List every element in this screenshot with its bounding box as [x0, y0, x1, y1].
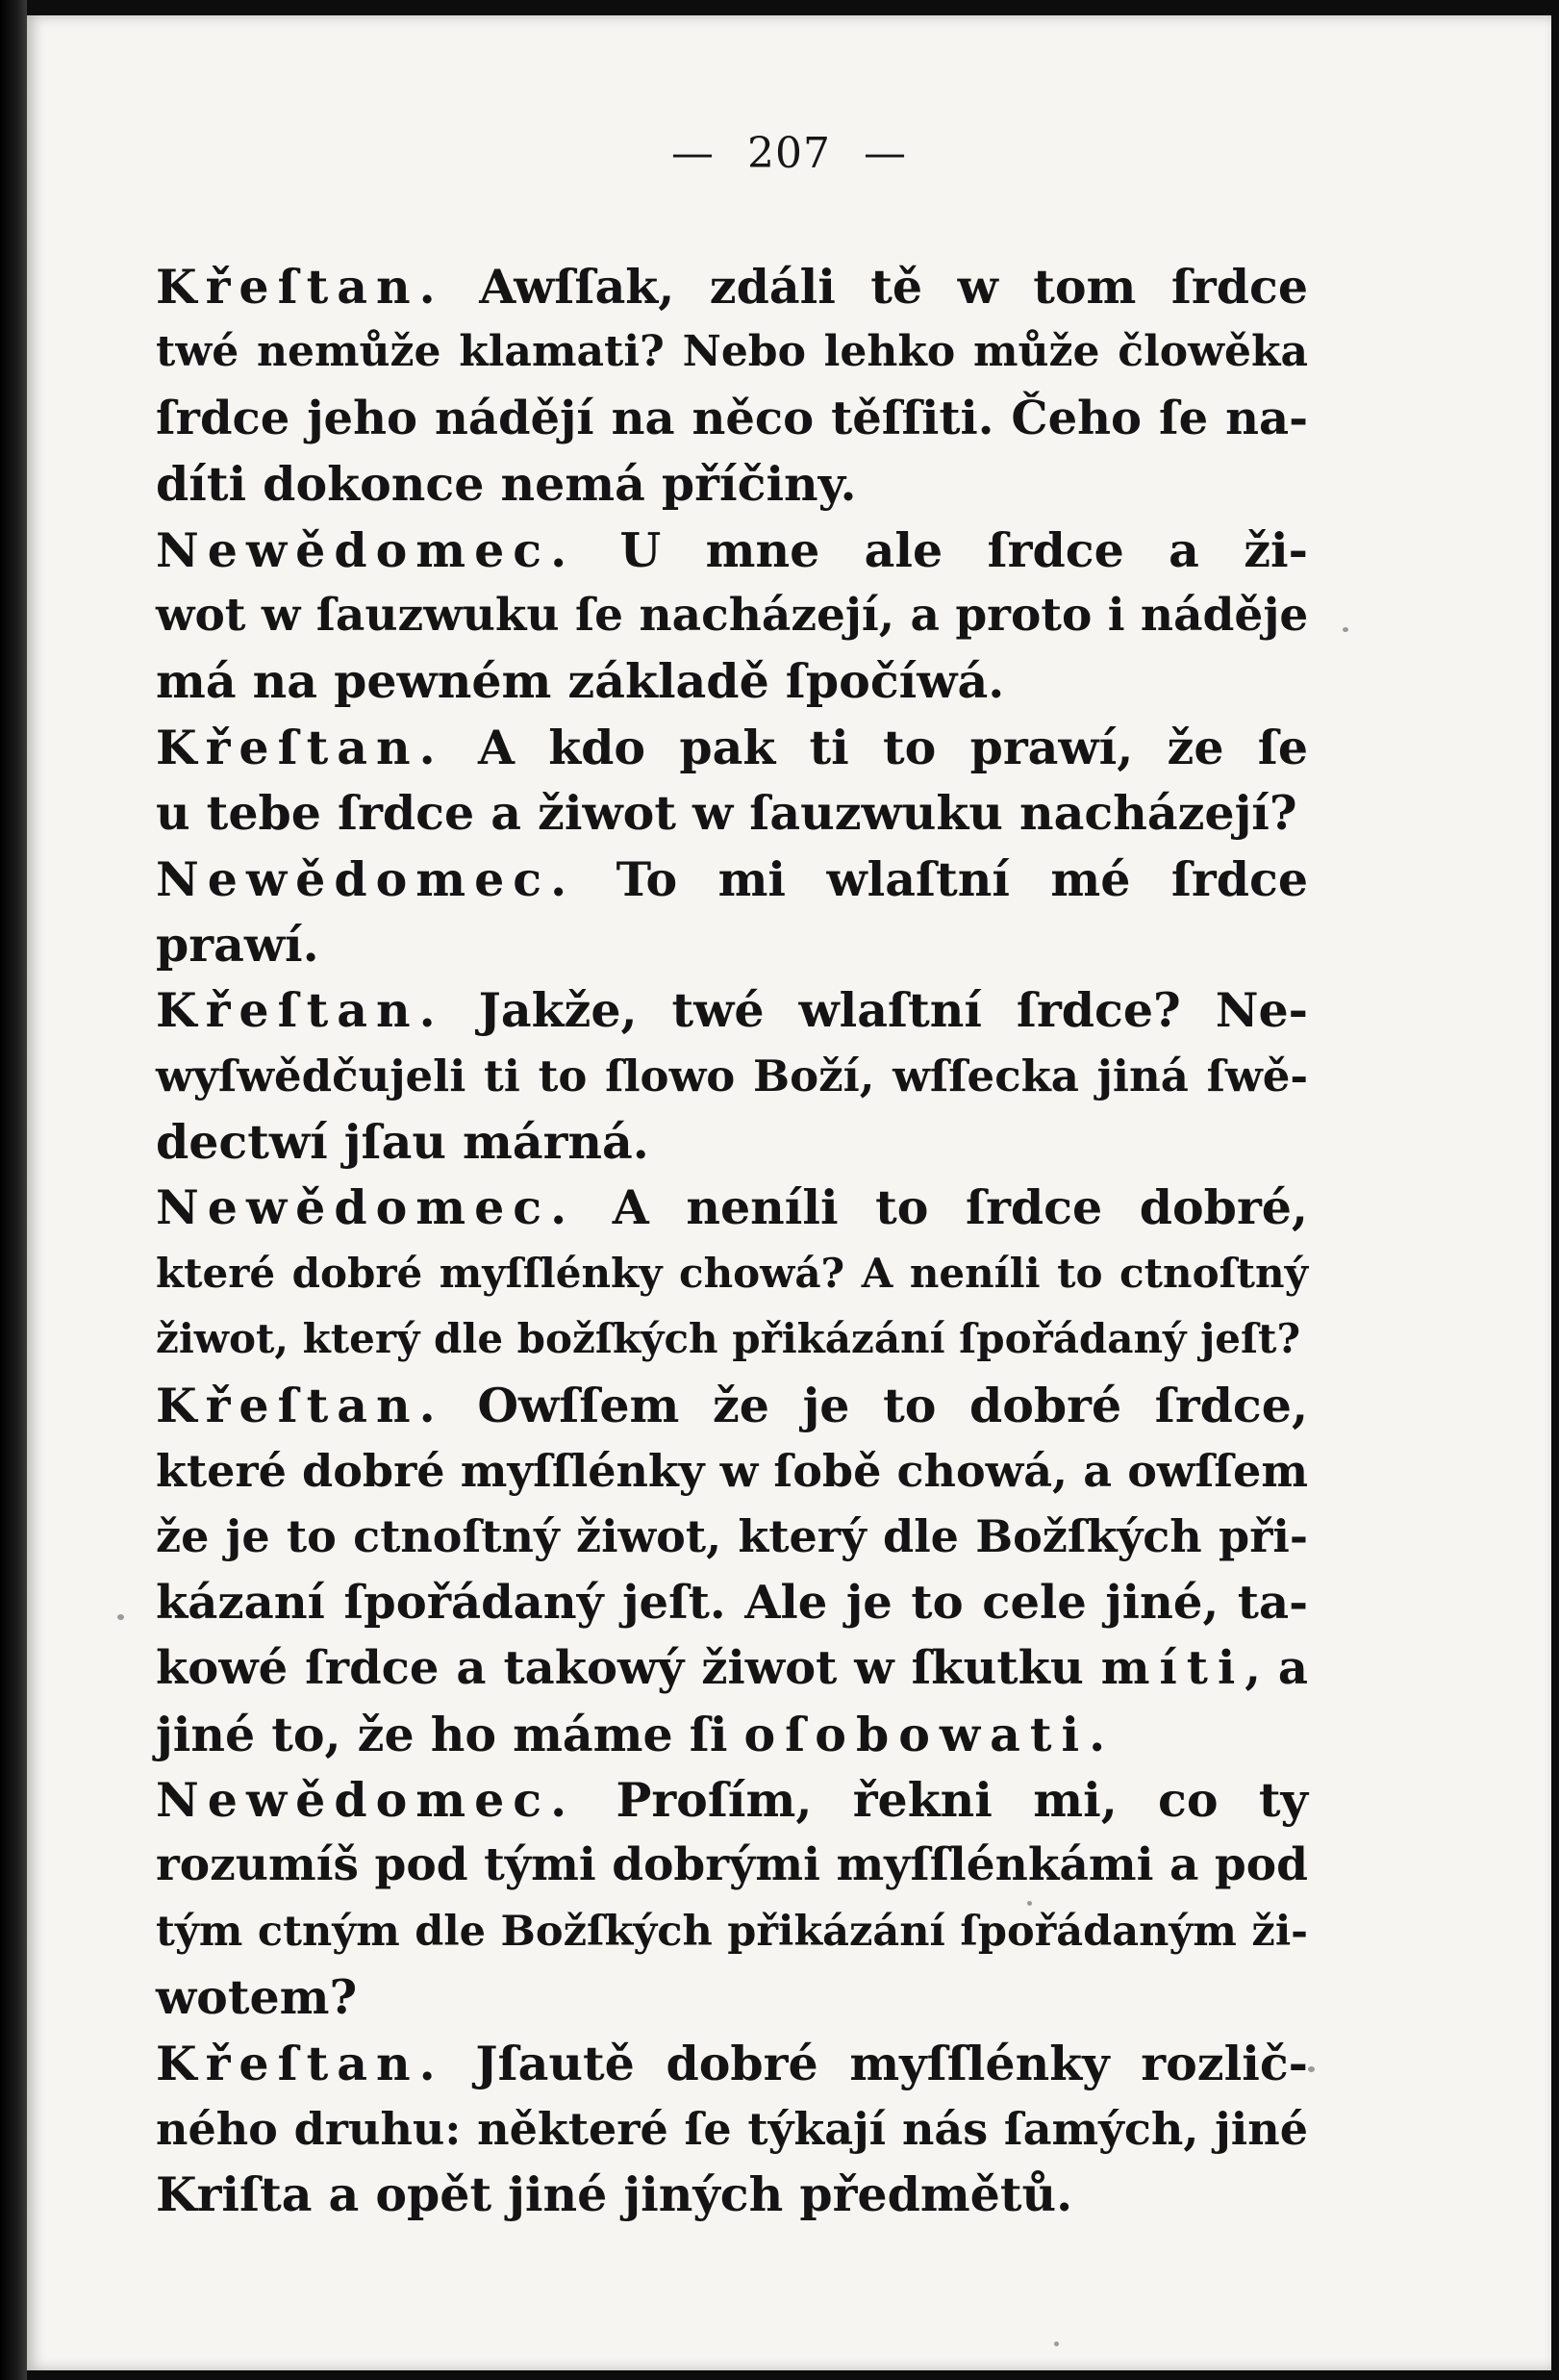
line-text: má na pewném základě ſpočíwá.: [156, 653, 1005, 710]
dialogue-text: [156, 254, 1308, 2228]
text-line: [156, 1306, 1308, 1372]
line-text: wot w ſauzwuku ſe nacházejí, a proto i náděje: [156, 588, 1309, 642]
text-line: [156, 2162, 1308, 2227]
dialogue-paragraph: [156, 1175, 1308, 1372]
paper-speck: [117, 1614, 124, 1620]
text-line: [156, 1109, 1308, 1175]
dialogue-paragraph: [156, 847, 1308, 978]
line-text: A kdo pak ti to prawí, že ſe: [443, 719, 1308, 775]
text-line: [156, 1373, 1308, 1438]
line-text: díti dokonce nemá příčiny.: [156, 456, 857, 513]
text-line: [156, 912, 1308, 977]
speaker-name: Newědomec.: [156, 521, 576, 578]
text-line: [156, 518, 1308, 583]
line-text: wotem?: [156, 1969, 358, 2026]
speaker-name: Křeſtan.: [156, 1377, 444, 1433]
line-text: rozumíš pod tými dobrými myſſlénkámi a pod: [156, 1838, 1308, 1892]
text-line: [156, 583, 1308, 648]
text-line: [156, 1833, 1308, 1898]
line-text: dectwí jſau márná.: [156, 1114, 649, 1171]
paper-speck: [1027, 1901, 1032, 1906]
text-line: [156, 1175, 1308, 1240]
text-line: [156, 1964, 1308, 2030]
line-text: prawí.: [156, 916, 319, 973]
page-left-edge: [0, 0, 27, 2380]
line-text: že je to ctnoſtný žiwot, který dle Božſkých při-: [156, 1510, 1308, 1563]
text-line: [156, 1241, 1308, 1306]
text-line: [156, 1504, 1308, 1569]
line-text: kowé ſrdce a takowý žiwot w ſkutku: [156, 1641, 1101, 1696]
text-line: [156, 1702, 1308, 1767]
text-line: [156, 1438, 1308, 1504]
speaker-name: Křeſtan.: [156, 2035, 444, 2091]
paper-speck: [1308, 2066, 1315, 2072]
text-line: [156, 1899, 1308, 1964]
paper-speck: [1054, 2342, 1059, 2346]
line-text: které dobré myſſlénky chowá? A neníli to ctnoſtný: [156, 1249, 1308, 1297]
line-text: Awſſak, zdáli tě w tom ſrdce: [443, 259, 1308, 315]
line-text: A neníli to ſrdce dobré,: [575, 1179, 1308, 1236]
line-text: U mne ale ſrdce a ži-: [575, 521, 1308, 578]
text-line: [156, 847, 1308, 912]
line-text-tail: , a: [1245, 1641, 1309, 1696]
line-text: kázaní ſpořádaný jeſt. Ale je to cele jiné, ta-: [156, 1575, 1308, 1630]
page-header: [27, 129, 1551, 178]
line-text: ſrdce jeho nádějí na něco těſſiti. Čeho ſe na-: [156, 391, 1308, 445]
line-text: To mi wlaſtní mé ſrdce: [575, 850, 1308, 907]
line-text: tým ctným dle Božſkých přikázání ſpořádaným ži-: [156, 1907, 1308, 1956]
speaker-name: Křeſtan.: [156, 259, 444, 315]
text-line: [156, 319, 1308, 385]
line-text: jiné to, že ho máme ſi: [156, 1706, 744, 1762]
text-line: [156, 386, 1308, 451]
emphasized-word: míti: [1100, 1641, 1245, 1696]
text-line: [156, 1044, 1308, 1109]
text-line: [156, 1570, 1308, 1635]
text-line: [156, 780, 1308, 846]
speaker-name: Křeſtan.: [156, 719, 444, 775]
line-text: wyſwědčujeli ti to ſlowo Boží, wſſecka jiná ſwě-: [156, 1050, 1308, 1101]
line-text: Jakže, twé wlaſtní ſrdce? Ne-: [443, 982, 1308, 1039]
line-text: Jſautě dobré myſſlénky rozlič-: [443, 2035, 1308, 2091]
dialogue-paragraph: [156, 1373, 1308, 1767]
text-line: [156, 2031, 1308, 2096]
dialogue-paragraph: [156, 977, 1308, 1175]
dialogue-paragraph: [156, 715, 1308, 847]
text-line: [156, 977, 1308, 1043]
line-text: Kriſta a opět jiné jiných předmětů.: [156, 2166, 1073, 2223]
dialogue-paragraph: [156, 1767, 1308, 2031]
text-line: [156, 254, 1308, 319]
line-text: ného druhu: některé ſe týkají nás ſamých, jiné: [156, 2102, 1308, 2155]
book-page: [27, 15, 1551, 2370]
line-text: Owſſem že je to dobré ſrdce,: [443, 1377, 1308, 1433]
line-text: twé nemůže klamati? Nebo lehko může člowěka: [156, 327, 1308, 377]
page-number: 207: [747, 129, 831, 178]
emphasized-word: oſobowati: [743, 1706, 1090, 1762]
dialogue-paragraph: [156, 518, 1308, 715]
paper-speck: [1343, 627, 1348, 632]
text-line: [156, 648, 1308, 714]
line-text: žiwot, který dle božſkých přikázání ſpořádaný jeſt?: [156, 1315, 1301, 1363]
line-text: Proſím, řekni mi, co ty: [575, 1771, 1308, 1828]
line-text-tail: .: [1089, 1706, 1106, 1762]
text-line: [156, 451, 1308, 517]
speaker-name: Newědomec.: [156, 1179, 576, 1236]
header-dash-left: —: [671, 129, 715, 178]
dialogue-paragraph: [156, 2031, 1308, 2228]
speaker-name: Křeſtan.: [156, 982, 444, 1039]
dialogue-paragraph: [156, 254, 1308, 518]
header-dash-right: —: [863, 129, 907, 178]
text-line: [156, 1767, 1308, 1833]
line-text: u tebe ſrdce a žiwot w ſauzwuku nacházejí?: [156, 785, 1297, 842]
text-line: [156, 1635, 1308, 1701]
speaker-name: Newědomec.: [156, 1771, 576, 1828]
text-line: [156, 715, 1308, 780]
line-text: které dobré myſſlénky w ſobě chowá, a owſſem: [156, 1445, 1308, 1498]
text-line: [156, 2096, 1308, 2162]
speaker-name: Newědomec.: [156, 850, 576, 907]
